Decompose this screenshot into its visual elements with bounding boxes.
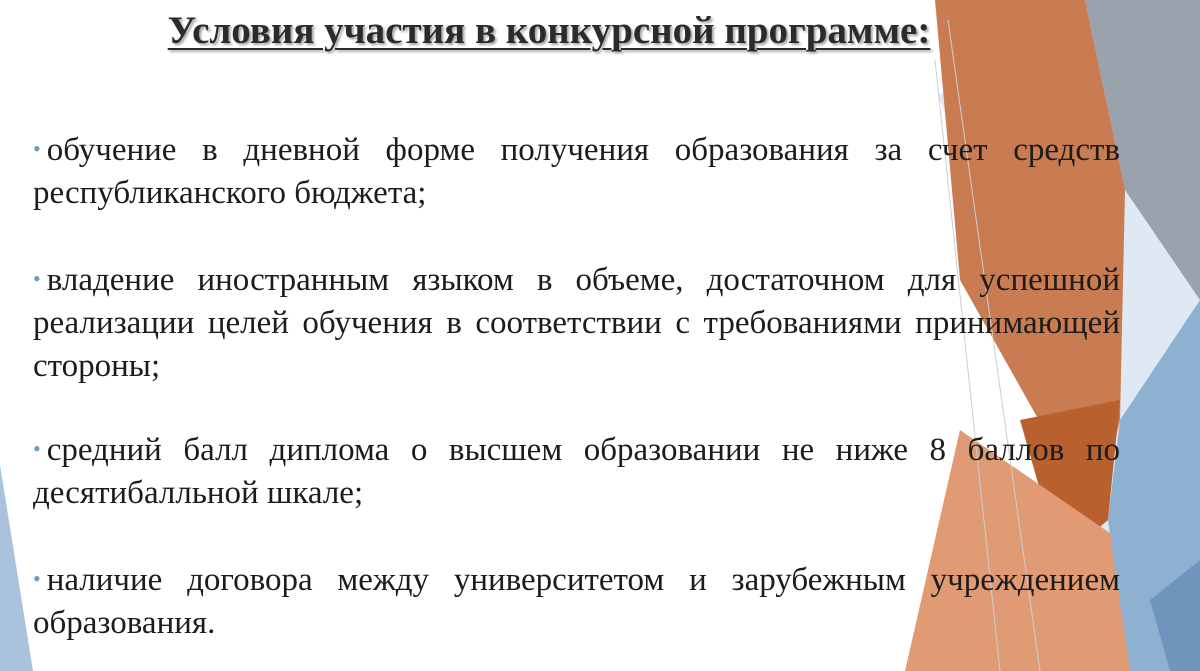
list-item-text: владение иностранным языком в объеме, достаточном для успешной реализации целей обучения в соответствии с требованиями принимающей стороны; xyxy=(33,262,1120,384)
list-item-text: наличие договора между университетом и зарубежным учреждением образования. xyxy=(33,562,1120,641)
bullet-icon: • xyxy=(33,266,41,291)
list-item-text: обучение в дневной форме получения образования за счет средств республиканского бюджета; xyxy=(33,132,1120,211)
list-item xyxy=(33,257,1120,388)
list-item-text: средний балл диплома о высшем образовании не ниже 8 баллов по десятибалльной шкале; xyxy=(33,432,1120,511)
left-blue-triangle xyxy=(0,465,33,671)
bullet-icon: • xyxy=(33,566,41,591)
list-item xyxy=(33,127,1120,215)
bullet-icon: • xyxy=(33,436,41,461)
slide-title: Условия участия в конкурсной программе: xyxy=(167,9,931,52)
list-item xyxy=(33,427,1120,515)
list-item xyxy=(33,557,1120,645)
bullet-icon: • xyxy=(33,136,41,161)
